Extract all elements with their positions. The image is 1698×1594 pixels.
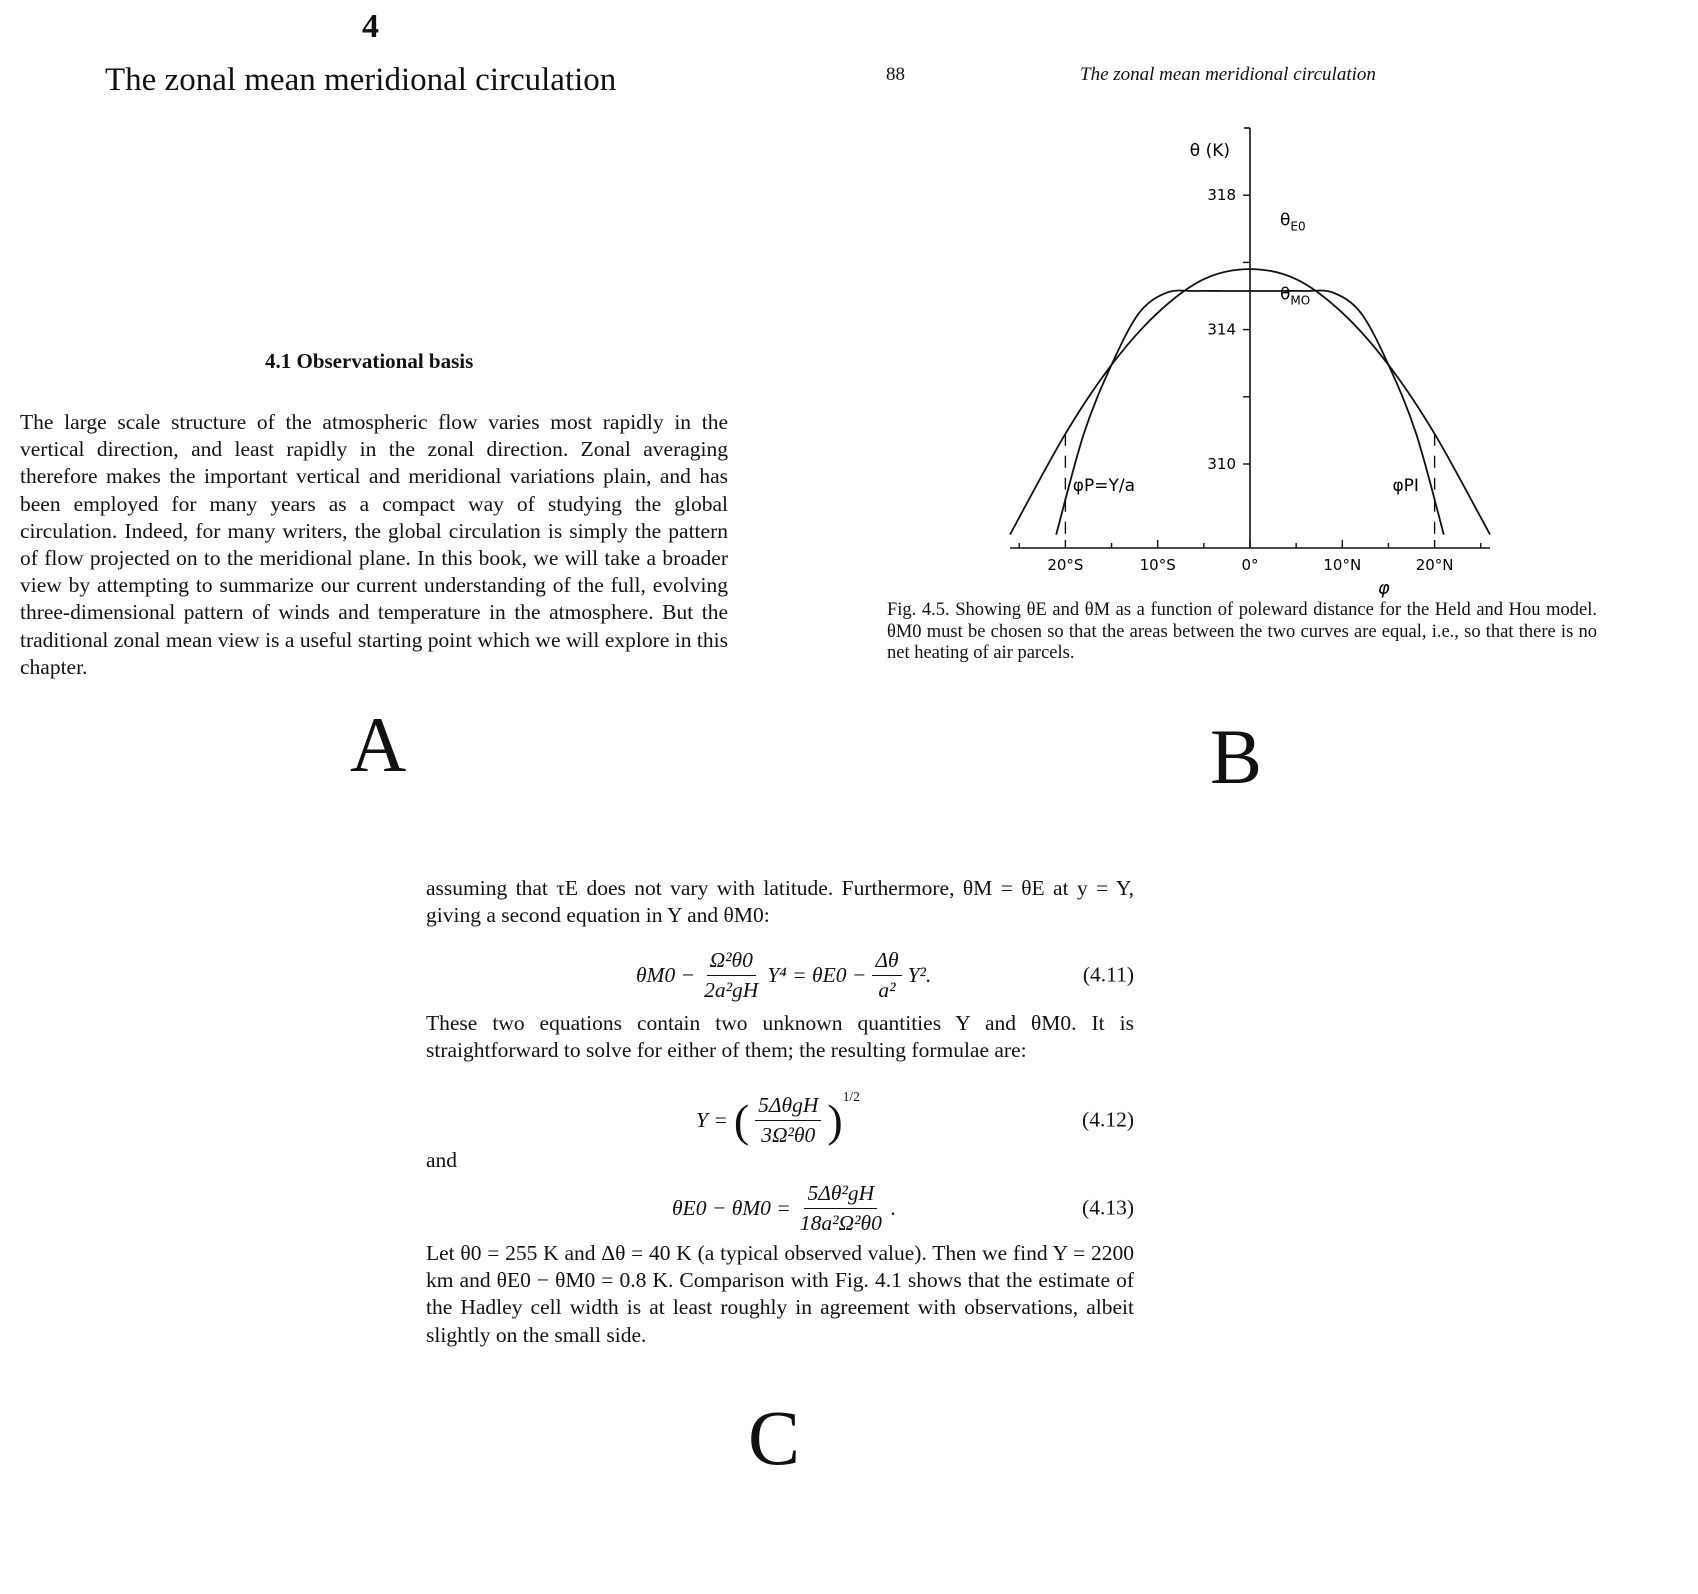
chart-svg <box>990 118 1510 598</box>
annotation-phi-p: φP=Y/a <box>1072 475 1136 496</box>
eq-4-12-number: (4.12) <box>1082 1107 1134 1132</box>
equation-4-11 <box>426 945 1134 1005</box>
eq-4-12-exponent: 1/2 <box>842 1089 860 1104</box>
x-tick-label: 20°N <box>1415 556 1454 574</box>
panel-c-paragraph-1: assuming that τE does not vary with latitude. Furthermore, θM = θE at y = Y, giving a second equation in Y and θM0: <box>426 876 1134 928</box>
chapter-number: 4 <box>362 8 379 45</box>
equation-4-13 <box>426 1178 1134 1238</box>
eq-4-13-tail: . <box>890 1195 897 1220</box>
eq-4-12-den: 3Ω²θ0 <box>761 1122 816 1147</box>
x-tick-label: 0° <box>1241 556 1259 574</box>
eq-4-11-num2: Δθ <box>872 948 901 976</box>
eq-4-13-num: 5Δθ²gH <box>804 1181 877 1209</box>
running-head: The zonal mean meridional circulation <box>1080 64 1376 85</box>
eq-4-13-number: (4.13) <box>1082 1195 1134 1220</box>
panel-label-b: B <box>1210 713 1263 800</box>
equation-4-12: Y = ( $\frac{\text{5ΔθgH}}{\text{3Ω²θ0}}$ ) $^{1/2}$ (4.12) <box>696 1089 1134 1147</box>
panel-label-a: A <box>350 701 407 788</box>
panel-c-and: and <box>426 1148 458 1172</box>
panel-label-c: C <box>748 1394 801 1481</box>
page-number: 88 <box>886 64 905 85</box>
eq-4-11-num1: Ω²θ0 <box>707 948 756 976</box>
annotation-phi-pi: φPI <box>1392 475 1419 496</box>
label-theta-e0: $\theta_{E0}$ <box>1280 210 1306 234</box>
eq-4-11-tail: Y². <box>907 962 932 987</box>
eq-4-11-lhs: θM0 − <box>636 962 696 987</box>
x-tick-label: 10°S <box>1139 556 1176 574</box>
section-heading: 4.1 Observational basis <box>265 349 474 373</box>
y-tick-label: 318 <box>1207 186 1236 205</box>
y-axis-label: θ (K) <box>1189 141 1230 161</box>
eq-4-12-lhs: Y = <box>696 1107 728 1132</box>
label-theta-m0: $\theta_{MO}$ <box>1280 284 1311 308</box>
figure-4-5 <box>990 118 1510 603</box>
panel-a-paragraph: The large scale structure of the atmospheric flow varies most rapidly in the vertical direction, and least rapidly in the zonal direction. Zonal averaging therefore makes the important vertical and meridional variations plain, and has been employed for many years as a compact way of studying the global circulation. Indeed, for many writers, the global circulation is simply the pattern of flow projected on to the meridional plane. In this book, we will take a broader view by attempting to summarize our current understanding of the full, evolving three-dimensional pattern of winds and temperature in the atmosphere. But the traditional zonal mean view is a useful starting point which we will explore in this chapter. <box>20 410 728 679</box>
panel-c-paragraph-3: Let θ0 = 255 K and Δθ = 40 K (a typical observed value). Then we find Y = 2200 km and θE0 − θM0 = 0.8 K. Comparison with Fig. 4.1 shows that the estimate of the Hadley cell width is at least roughly in agreement with observations, albeit slightly on the small side. <box>426 1241 1134 1347</box>
eq-4-11-number: (4.11) <box>1082 962 1134 987</box>
x-tick-label: 20°S <box>1047 556 1084 574</box>
y-tick-label: 310 <box>1207 455 1236 473</box>
eq-4-13-den: 18a²Ω²θ0 <box>799 1210 882 1235</box>
eq-4-11-den1: 2a²gH <box>704 977 759 1002</box>
eq-4-12-num: 5ΔθgH <box>755 1093 821 1121</box>
x-tick-label: 10°N <box>1323 556 1362 574</box>
y-tick-label: 314 <box>1207 320 1236 339</box>
chapter-title: The zonal mean meridional circulation <box>105 62 617 98</box>
eq-4-11-den2: a² <box>878 977 896 1002</box>
chart-labels <box>1073 141 1419 598</box>
x-axis-label: φ <box>1377 578 1390 598</box>
figure-caption: Fig. 4.5. Showing θE and θM as a function of poleward distance for the Held and Hou model. θM0 must be chosen so that the areas between the two curves are equal, i.e., so that there is no net heating of air parcels. <box>887 600 1597 663</box>
eq-4-11-mid: Y⁴ = θE0 − <box>767 962 867 987</box>
eq-4-13-lhs: θE0 − θM0 = <box>672 1195 791 1220</box>
panel-c-paragraph-2: These two equations contain two unknown quantities Y and θM0. It is straightforward to solve for either of them; the resulting formulae are: <box>426 1011 1134 1063</box>
